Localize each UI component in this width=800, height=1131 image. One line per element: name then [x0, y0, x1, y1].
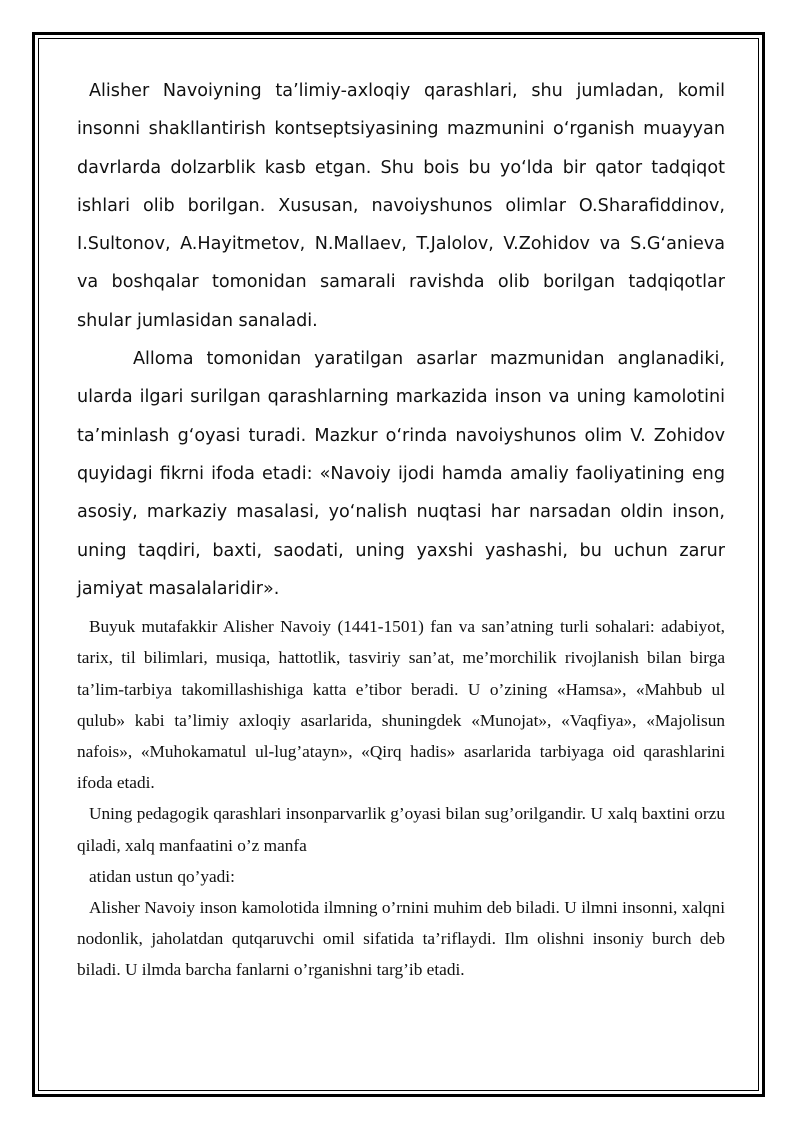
paragraph-pedagogical-views: Uning pedagogik qarashlari insonparvarlik g’oyasi bilan sug’orilgandir. U xalq baxtini orzu qiladi, xalq manfaatini o’z manfa [77, 804, 725, 855]
paragraph-knowledge: Alisher Navoiy inson kamolotida ilmning o’rnini muhim deb biladi. U ilmni insonni, xalqni nodonlik, jaholatdan qutqaruvchi omil sifatida ta’riflaydi. Ilm olishni insoniy burch deb biladi. U ilmda barcha fanlarni o’rganishni targ’ib etadi. [77, 897, 725, 980]
paragraph-continuation: atidan ustun qo’yadi: [89, 866, 235, 886]
paragraph-navoiy-studies: Alisher Navoiyning ta’limiy-axloqiy qarashlari, shu jumladan, komil insonni shakllantirish kontseptsiyasining mazmunini o‘rganish muayyan davrlarda dolzarblik kasb etgan. Shu bois bu yo‘lda bir qator tadqiqot ishlari olib borilgan. Xususan, navoiyshunos olimlar O.Sharafiddinov, I.Sultonov, A.Hayitmetov, N.Mallaev, T.Jalolov, V.Zohidov va S.G‘anieva va boshqalar tomonidan samarali ravishda olib borilgan tadqiqotlar shular jumlasidan sanaladi. [77, 81, 725, 331]
paragraph-great-thinker: Buyuk mutafakkir Alisher Navoiy (1441-1501) fan va san’atning turli sohalari: adabiyot, tarix, til bilimlari, musiqa, hattotlik, tasviriy san’at, me’morchilik rivojlanish bilan birga ta’lim-tarbiya takomillashishiga katta e’tibor beradi. U o’zining «Hamsa», «Mahbub ul qulub» kabi ta’limiy axloqiy asarlarida, shuningdek «Munojat», «Vaqfiya», «Majolisun nafois», «Muhokamatul ul-lug’atayn», «Qirq hadis» asarlarida tarbiyaga oid qarashlarini ifoda etadi. [77, 617, 725, 793]
paragraph-zohidov-quote: Alloma tomonidan yaratilgan asarlar mazmunidan anglanadiki, ularda ilgari surilgan qarashlarning markazida inson va uning kamolotini ta’minlash g‘oyasi turadi. Mazkur o‘rinda navoiyshunos olim V. Zohidov quyidagi fikrni ifoda etadi: «Navoiy ijodi hamda amaliy faoliyatining eng asosiy, markaziy masalasi, yo‘nalish nuqtasi har narsadan oldin inson, uning taqdiri, baxti, saodati, uning yaxshi yashashi, bu uchun zarur jamiyat masalalaridir». [77, 349, 725, 599]
document-body [77, 72, 725, 986]
